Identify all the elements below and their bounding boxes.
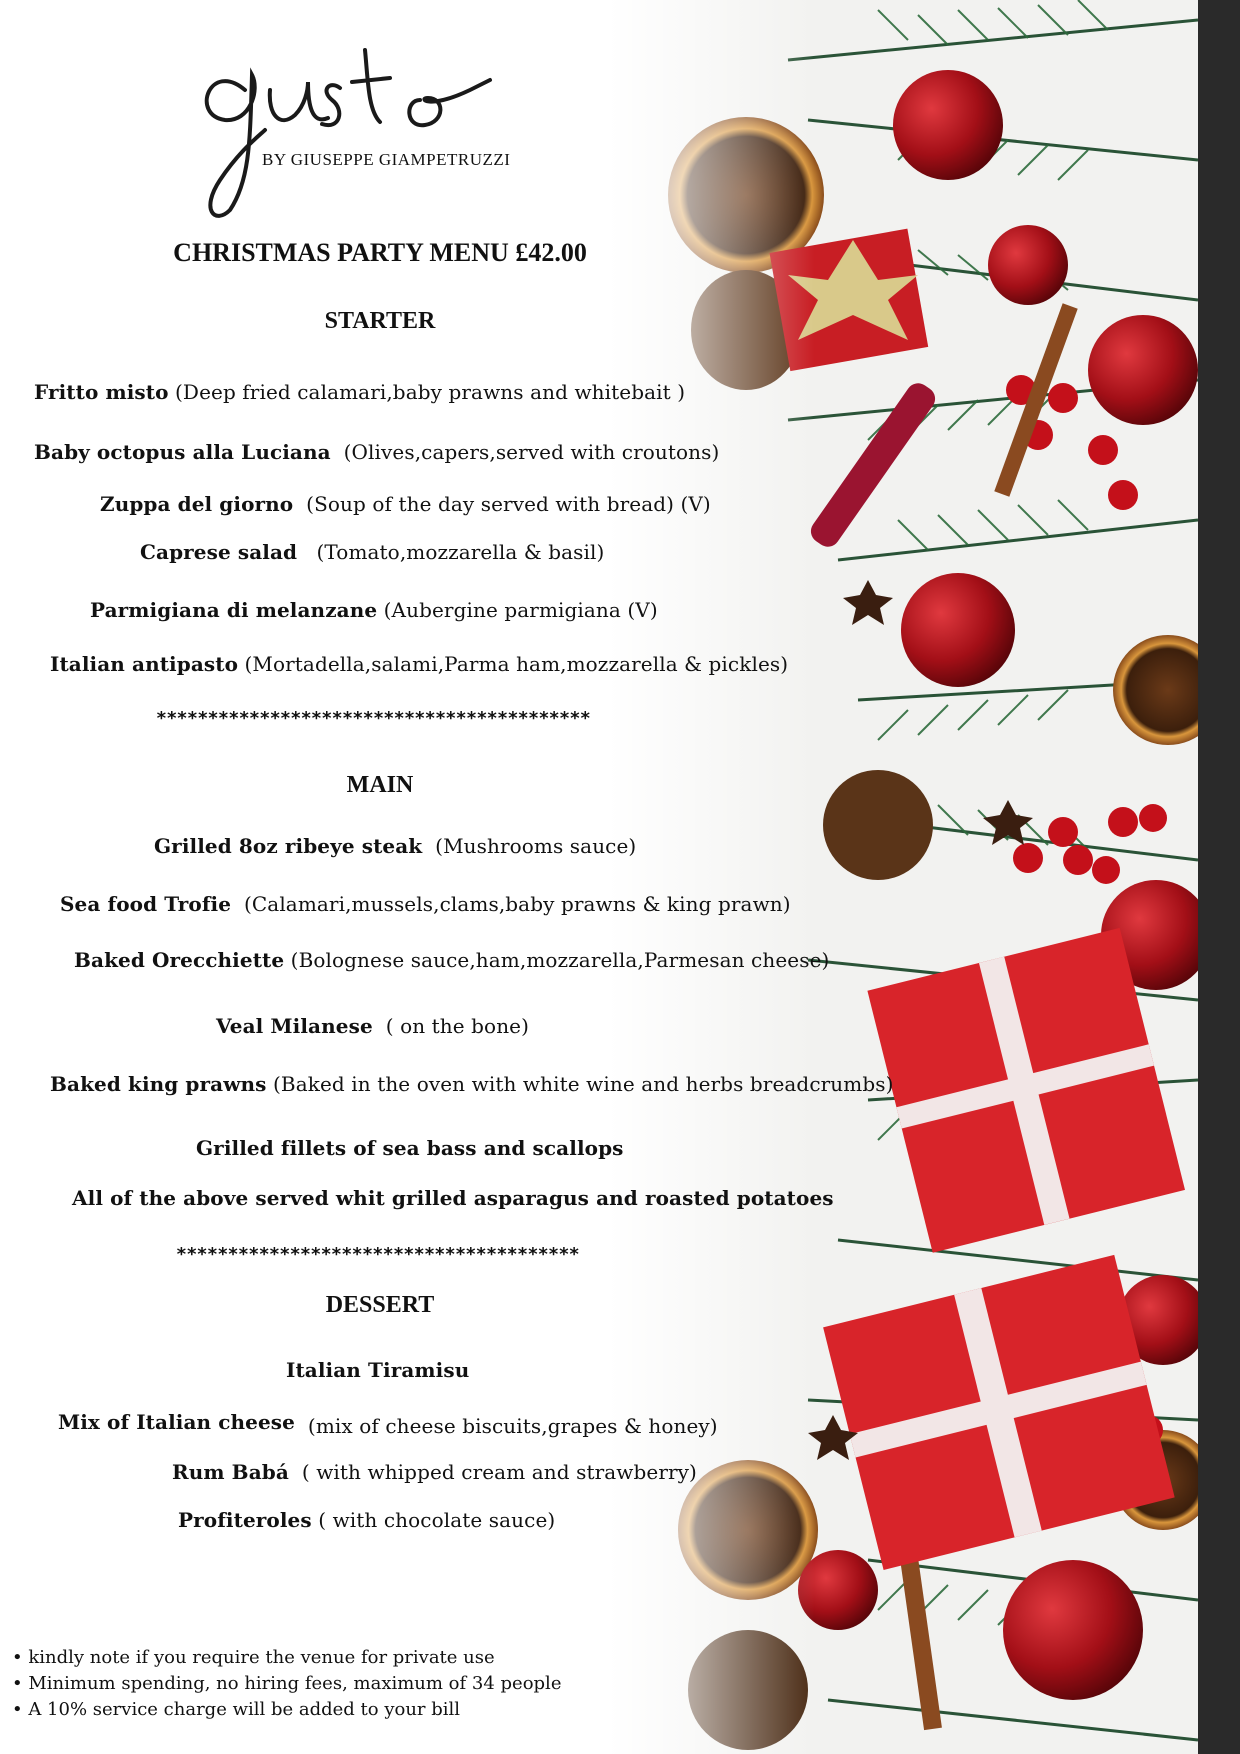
- item-description: (Mushrooms sauce): [435, 834, 637, 858]
- separator: ******************************************: [156, 708, 591, 729]
- item-name: Zuppa del giorno: [100, 492, 294, 516]
- item-description: (Bolognese sauce,ham,mozzarella,Parmesan cheese): [290, 948, 830, 972]
- menu-item: [74, 948, 829, 972]
- item-name: Sea food Trofie: [60, 892, 232, 916]
- item-description: (Mortadella,salami,Parma ham,mozzarella & pickles): [244, 652, 789, 676]
- right-edge-strip: [1198, 0, 1240, 1754]
- item-description: (Tomato,mozzarella & basil): [316, 540, 605, 564]
- menu-item: [216, 1014, 529, 1038]
- item-description: (Baked in the oven with white wine and herbs breadcrumbs): [273, 1072, 894, 1096]
- item-name: Caprese salad: [140, 540, 298, 564]
- item-description: (Olives,capers,served with croutons): [343, 440, 720, 464]
- item-name: Mix of Italian cheese: [58, 1410, 295, 1434]
- section-heading-main: MAIN: [346, 772, 414, 798]
- item-description: (mix of cheese biscuits,grapes & honey): [307, 1414, 718, 1438]
- item-description: ( with whipped cream and strawberry): [301, 1460, 697, 1484]
- item-name: Baked Orecchiette: [74, 948, 285, 972]
- menu-item: [196, 1136, 624, 1160]
- footer-notes: [12, 1645, 561, 1723]
- separator: ***************************************: [176, 1244, 580, 1265]
- item-name: Veal Milanese: [216, 1014, 373, 1038]
- item-name: Rum Babá: [172, 1460, 289, 1484]
- item-description: (Deep fried calamari,baby prawns and whitebait ): [175, 380, 686, 404]
- logo-subtitle: BY GIUSEPPE GIAMPETRUZZI: [262, 150, 511, 169]
- item-name: Parmigiana di melanzane: [90, 598, 378, 622]
- item-name: Baked king prawns: [50, 1072, 267, 1096]
- menu-item: [172, 1460, 697, 1484]
- item-name: Italian Tiramisu: [286, 1358, 470, 1382]
- note-line: • kindly note if you require the venue for private use: [12, 1647, 495, 1668]
- menu-item: [154, 834, 636, 858]
- item-description: ( on the bone): [385, 1014, 530, 1038]
- menu-item: [140, 540, 604, 564]
- section-heading-dessert: DESSERT: [325, 1292, 435, 1318]
- menu-item: [58, 1410, 718, 1438]
- menu-item: [50, 1072, 894, 1096]
- item-description: (Soup of the day served with bread) (V): [306, 492, 711, 516]
- menu-item: [60, 892, 791, 916]
- menu-item: [100, 492, 711, 516]
- item-description: (Calamari,mussels,clams,baby prawns & king prawn): [243, 892, 791, 916]
- item-name: Italian antipasto: [50, 652, 239, 676]
- menu-item: [34, 380, 685, 404]
- item-name: Grilled fillets of sea bass and scallops: [196, 1136, 624, 1160]
- gusto-logo: [190, 20, 570, 230]
- item-name: Profiteroles: [178, 1508, 312, 1532]
- menu-title: CHRISTMAS PARTY MENU £42.00: [173, 238, 587, 267]
- menu-item: [50, 652, 788, 676]
- note-line: • A 10% service charge will be added to your bill: [12, 1699, 461, 1720]
- menu-item: [178, 1508, 555, 1532]
- item-name: All of the above served whit grilled asparagus and roasted potatoes: [72, 1186, 834, 1210]
- menu-item: [72, 1186, 834, 1210]
- item-name: Baby octopus alla Luciana: [34, 440, 331, 464]
- menu-item: [286, 1358, 469, 1382]
- menu-item: [90, 598, 658, 622]
- note-line: • Minimum spending, no hiring fees, maximum of 34 people: [12, 1673, 562, 1694]
- section-heading-starter: STARTER: [324, 308, 436, 334]
- menu-item: [34, 440, 719, 464]
- item-name: Grilled 8oz ribeye steak: [154, 834, 423, 858]
- item-description: (Aubergine parmigiana (V): [383, 598, 658, 622]
- item-name: Fritto misto: [34, 380, 169, 404]
- item-description: ( with chocolate sauce): [318, 1508, 556, 1532]
